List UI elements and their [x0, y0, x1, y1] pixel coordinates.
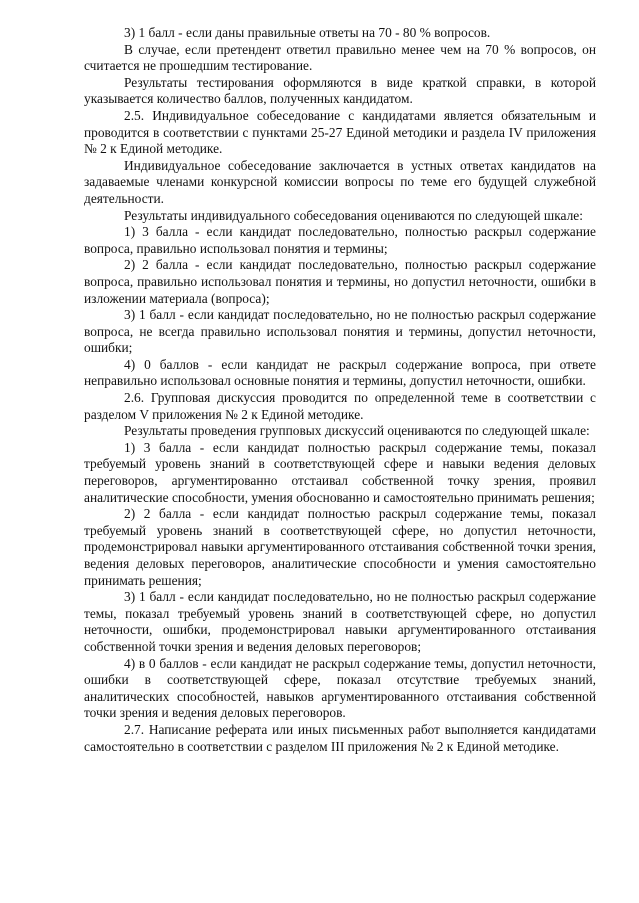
paragraph-score-1-test: 3) 1 балл - если даны правильные ответы на 70 - 80 % вопросов. — [124, 25, 491, 40]
paragraph-interview-score-1: 3) 1 балл - если кандидат последовательно, но не полностью раскрыл содержание вопроса, не всегда правильно использовал понятия и термины, допустил неточности, ошибки; — [84, 307, 596, 356]
paragraph-section-2-5: 2.5. Индивидуальное собеседование с кандидатами является обязательным и проводится в соответствии с пунктами 25-27 Единой методики и раздела IV приложения № 2 к Единой методике. — [84, 107, 596, 157]
paragraph-section-2-7: 2.7. Написание реферата или иных письменных работ выполняется кандидатами самостоятельно в соответствии с разделом III приложения № 2 к Единой методике. — [84, 721, 596, 754]
paragraph-interview-score-2: 2) 2 балла - если кандидат последовательно, полностью раскрыл содержание вопроса, правильно использовал понятия и термины, но допустил неточности, ошибки в изложении материала (вопроса); — [84, 257, 596, 306]
paragraph-discussion-score-2: 2) 2 балла - если кандидат полностью раскрыл содержание темы, показал требуемый уровень знаний в соответствующей сфере, но допустил неточности, продемонстрировал навыки аргументированного отстаивания собственной точки зрения, ведения деловых переговоров, аналитические способности и умения самостоятельно принимать решения; — [84, 506, 596, 588]
paragraph-test-results: Результаты тестирования оформляются в виде краткой справки, в которой указывается количество баллов, полученных кандидатом. — [84, 74, 596, 107]
paragraph-interview-scale: Результаты индивидуального собеседования оцениваются по следующей шкале: — [124, 207, 583, 223]
paragraph-interview-score-3: 1) 3 балла - если кандидат последовательно, полностью раскрыл содержание вопроса, правильно использовал понятия и термины; — [84, 224, 596, 256]
paragraph-interview-score-0: 4) 0 баллов - если кандидат не раскрыл содержание вопроса, при ответе неправильно использовал основные понятия и термины, допустил неточности, ошибки. — [84, 356, 596, 389]
paragraph-discussion-score-0: 4) в 0 баллов - если кандидат не раскрыл содержание темы, допустил неточности, ошибки в соответствующей сфере, показал отсутствие требуемых знаний, аналитических способностей, навыков аргументированного отстаивания собственной точки зрения и ведения деловых переговоров. — [84, 655, 596, 721]
paragraph-discussion-score-3: 1) 3 балла - если кандидат полностью раскрыл содержание темы, показал требуемый уровень знаний в соответствующей сфере и навыки ведения деловых переговоров, аргументированно отстаивал собственной точку зрения, проявил аналитические способности, умения обоснованно и самостоятельно принимать решения; — [84, 439, 596, 505]
paragraph-section-2-6: 2.6. Групповая дискуссия проводится по определенной теме в соответствии с разделом V приложения № 2 к Единой методике. — [84, 390, 596, 422]
paragraph-discussion-scale: Результаты проведения групповых дискуссий оцениваются по следующей шкале: — [124, 423, 590, 439]
paragraph-discussion-score-1: 3) 1 балл - если кандидат последовательно, но не полностью раскрыл содержание темы, показал требуемый уровень знаний в соответствующей сфере, но допустил неточности, ошибки, продемонстрировал навыки аргументированного отстаивания собственной точки зрения и ведения деловых переговоров; — [84, 589, 596, 654]
paragraph-interview-description: Индивидуальное собеседование заключается в устных ответах кандидатов на задаваемые членами конкурсной комиссии вопросы по теме его будущей служебной деятельности. — [84, 157, 596, 206]
paragraph-test-failed: В случае, если претендент ответил правильно менее чем на 70 % вопросов, он считается не прошедшим тестирование. — [84, 41, 596, 74]
document-page — [84, 25, 596, 755]
